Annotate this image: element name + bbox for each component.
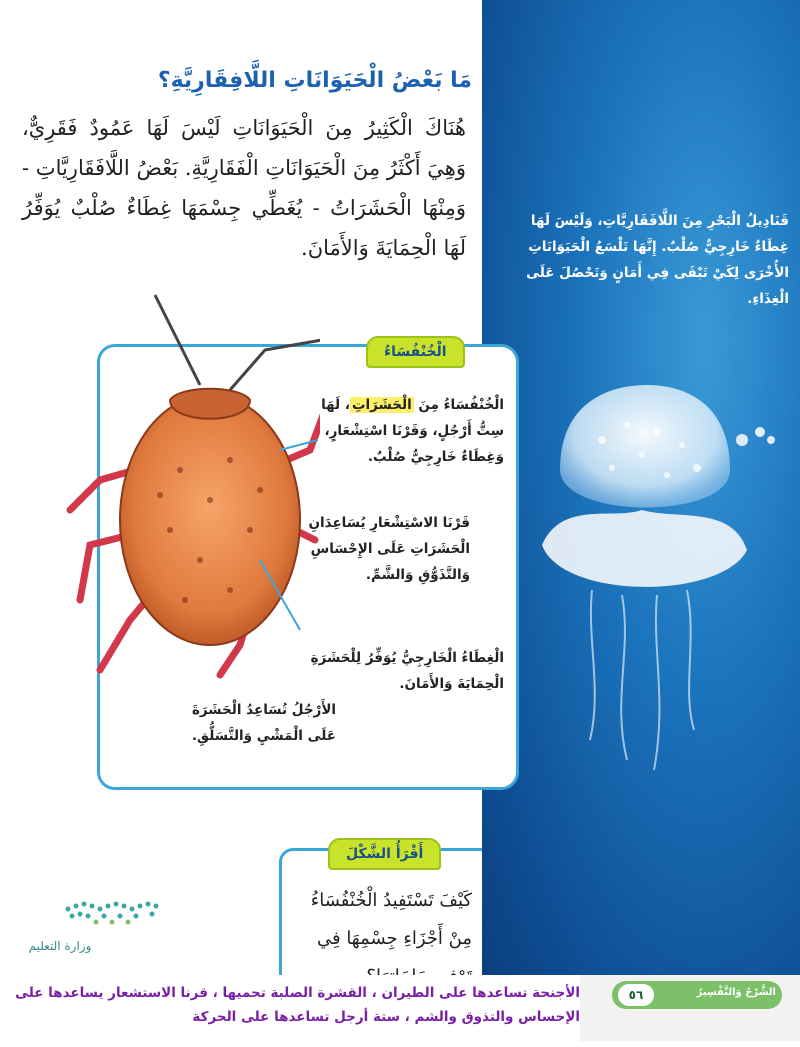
beetle-insect-label-start: الْخُنْفُسَاءُ مِنَ [418, 397, 504, 413]
antennae-label: قَرْنَا الاسْتِشْعَارِ يُسَاعِدَانِ الْحَشَرَاتِ عَلَى الإِحْسَاسِ وَالتَّذَوُّقِ وَالشَّمِّ. [308, 515, 470, 583]
intro-paragraph: هُنَاكَ الْكَثِيرُ مِنَ الْحَيَوَانَاتِ لَيْسَ لَهَا عَمُودٌ فَقَرِيٌّ، وَهِيَ أَكْثَرُ مِنَ الْحَيَوَانَاتِ الْفَقَارِيَّةِ. بَعْضُ اللَّافَقَارِيَّاتِ - وَمِنْهَا الْحَشَرَاتُ - يُغَطِّي جِسْمَهَا غِطَاءٌ صُلْبٌ يُوَفِّرُ لَهَا الْحِمَايَةَ وَالأَمَانَ. [22, 116, 466, 260]
ministry-logo-icon [58, 894, 168, 934]
beetle-box-tab: الْخُنْفُسَاءُ [366, 336, 465, 368]
beetle-insect-label-end: ، لَهَا سِتُّ أَرْجُلٍ، وَقَرْنَا اسْتِشْعَارٍ، وَغِطَاءٌ خَارِجِيٌّ صُلْبٌ. [321, 397, 504, 465]
legs-label: الأَرْجُلُ تُسَاعِدُ الْحَشَرَةَ عَلَى الْمَشْيِ وَالتَّسَلُّقِ. [191, 702, 336, 744]
jellyfish-photo-panel [482, 0, 800, 975]
insects-highlight: الْحَشَرَاتِ [351, 397, 412, 413]
read-figure-question: كَيْفَ تَسْتَفِيدُ الْخُنْفُسَاءُ مِنْ أَجْزَاءِ جِسْمِهَا فِي [310, 890, 472, 949]
exoskeleton-label: الْغِطَاءُ الْخَارِجِيُّ يُوَفِّرُ لِلْحَشَرَةِ الْحِمَايَةَ وَالأَمَانَ. [310, 650, 504, 692]
page-number: ٥٦ [618, 984, 654, 1006]
ministry-logo-text: وزارة التعليم [28, 939, 92, 953]
beetle-insect-label [318, 392, 504, 470]
jellyfish-illustration [482, 0, 800, 975]
handwritten-answer: الأجنحة تساعدها على الطيران ، القشرة الصلبة تحميها ، قرنا الاستشعار يساعدها على الإحساس والتذوق والشم ، ستة أرجل تساعدها على الحركة [0, 975, 580, 1047]
beetle-illustration [60, 290, 320, 690]
section-title: مَا بَعْضُ الْحَيَوَانَاتِ اللَّافِقَارِيَّةِ؟ [157, 68, 472, 93]
read-figure-tab: أَقْرَأُ الشَّكْلَ [328, 838, 441, 870]
footer-section-label: الشَّرْحُ وَالتَّفْسِيرُ [696, 987, 776, 998]
jellyfish-caption: قَنَادِيلُ الْبَحْرِ مِنَ اللَّافَقَارِيَّاتِ، وَلَيْسَ لَهَا غِطَاءٌ خَارِجِيٌّ صُلْبٌ. إِنَّهَا تَلْسَعُ الْحَيَوَانَاتِ الأُخْرَى لِكَيْ تَبْقَى فِي أَمَانٍ وَتَحْصُلَ عَلَى الْغِذَاءِ. [526, 213, 789, 307]
